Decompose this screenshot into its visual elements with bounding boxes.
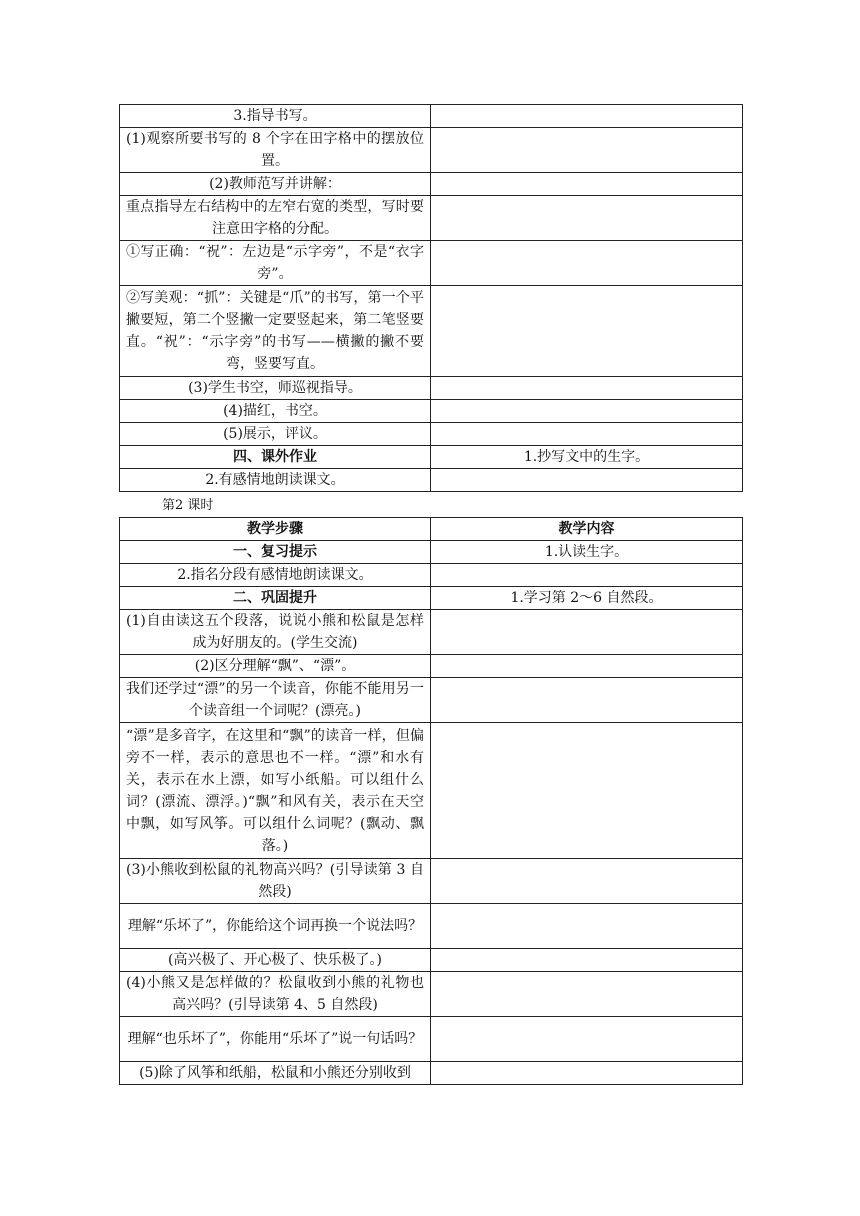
step-cell: “漂”是多音字，在这里和“飘”的读音一样，但偏旁不一样，表示的意思也不一样。“漂”和水有关，表示在水上漂，如写小纸船。可以组什么词？(漂流、漂浮。)“飘”和风有关，表示在天空中飘，如写风筝。可以组什么词呢？(飘动、飘落。) [120,723,431,859]
content-cell: 1.抄写文中的生字。 [431,446,743,469]
step-cell: (高兴极了、开心极了、快乐极了。) [120,949,431,972]
content-cell [431,105,743,128]
step-cell: (1)观察所要书写的 8 个字在田字格中的摆放位置。 [120,128,431,173]
step-cell: (3)小熊收到松鼠的礼物高兴吗？(引导读第 3 自然段) [120,859,431,904]
table-row [120,972,743,1017]
content-cell [431,949,743,972]
step-cell: 3.指导书写。 [120,105,431,128]
step-cell: 我们还学过“漂”的另一个读音，你能不能用另一个读音组一个词呢？(漂亮。) [120,678,431,723]
content-cell [431,972,743,1017]
step-cell: 一、复习提示 [120,541,431,564]
step-cell: 四、课外作业 [120,446,431,469]
table-row [120,564,743,587]
content-cell [431,723,743,859]
step-cell: 二、巩固提升 [120,587,431,610]
content-cell [431,423,743,446]
content-cell [431,1017,743,1062]
table-row [120,241,743,286]
step-cell: (5)除了风筝和纸船，松鼠和小熊还分别收到 [120,1062,431,1085]
step-cell: ①写正确：“祝”：左边是“示字旁”，不是“衣字旁”。 [120,241,431,286]
content-cell [431,610,743,655]
table-row [120,949,743,972]
content-cell [431,286,743,377]
step-cell: 重点指导左右结构中的左窄右宽的类型，写时要注意田字格的分配。 [120,196,431,241]
step-cell: ②写美观：“抓”：关键是“爪”的书写，第一个平撇要短，第二个竖撇一定要竖起来，第二笔竖要直。“祝”：“示字旁”的书写——横撇的撇不要弯，竖要写直。 [120,286,431,377]
step-cell: (4)描红，书空。 [120,400,431,423]
content-cell [431,904,743,949]
content-cell [431,128,743,173]
step-cell: 理解“乐坏了”，你能给这个词再换一个说法吗？ [120,904,431,949]
step-cell: (1)自由读这五个段落，说说小熊和松鼠是怎样成为好朋友的。(学生交流) [120,610,431,655]
table-row [120,859,743,904]
content-cell [431,377,743,400]
content-cell [431,655,743,678]
table-row [120,423,743,446]
content-cell [431,1062,743,1085]
step-cell: (4)小熊又是怎样做的？松鼠收到小熊的礼物也高兴吗？(引导读第 4、5 自然段) [120,972,431,1017]
header-teaching-steps: 教学步骤 [120,518,431,541]
step-cell: 2.有感情地朗读课文。 [120,469,431,492]
content-cell [431,173,743,196]
table-row [120,286,743,377]
content-cell: 1.学习第 2～6 自然段。 [431,587,743,610]
content-cell [431,196,743,241]
table-row [120,173,743,196]
table-row [120,610,743,655]
table-row [120,105,743,128]
content-cell [431,400,743,423]
step-cell: 2.指名分段有感情地朗读课文。 [120,564,431,587]
table-row [120,678,743,723]
table-row [120,128,743,173]
content-cell [431,241,743,286]
step-cell: (2)教师范写并讲解： [120,173,431,196]
lesson-2-label: 第2 课时 [162,498,214,513]
teaching-table-lesson2 [119,517,743,1085]
header-teaching-content: 教学内容 [431,518,743,541]
table-row [120,904,743,949]
table-header-row [120,518,743,541]
table-row [120,377,743,400]
table-row [120,655,743,678]
content-cell [431,678,743,723]
table-row [120,587,743,610]
content-cell [431,564,743,587]
step-cell: (2)区分理解“飘”、“漂”。 [120,655,431,678]
content-cell: 1.认读生字。 [431,541,743,564]
content-cell [431,469,743,492]
table-row [120,541,743,564]
table-row [120,400,743,423]
teaching-table-lesson1 [119,104,743,492]
table-row [120,469,743,492]
step-cell: (5)展示，评议。 [120,423,431,446]
table-row [120,446,743,469]
table-row [120,1017,743,1062]
content-cell [431,859,743,904]
step-cell: 理解“也乐坏了”，你能用“乐坏了”说一句话吗？ [120,1017,431,1062]
step-cell: (3)学生书空，师巡视指导。 [120,377,431,400]
table-row [120,1062,743,1085]
table-row [120,723,743,859]
table-row [120,196,743,241]
